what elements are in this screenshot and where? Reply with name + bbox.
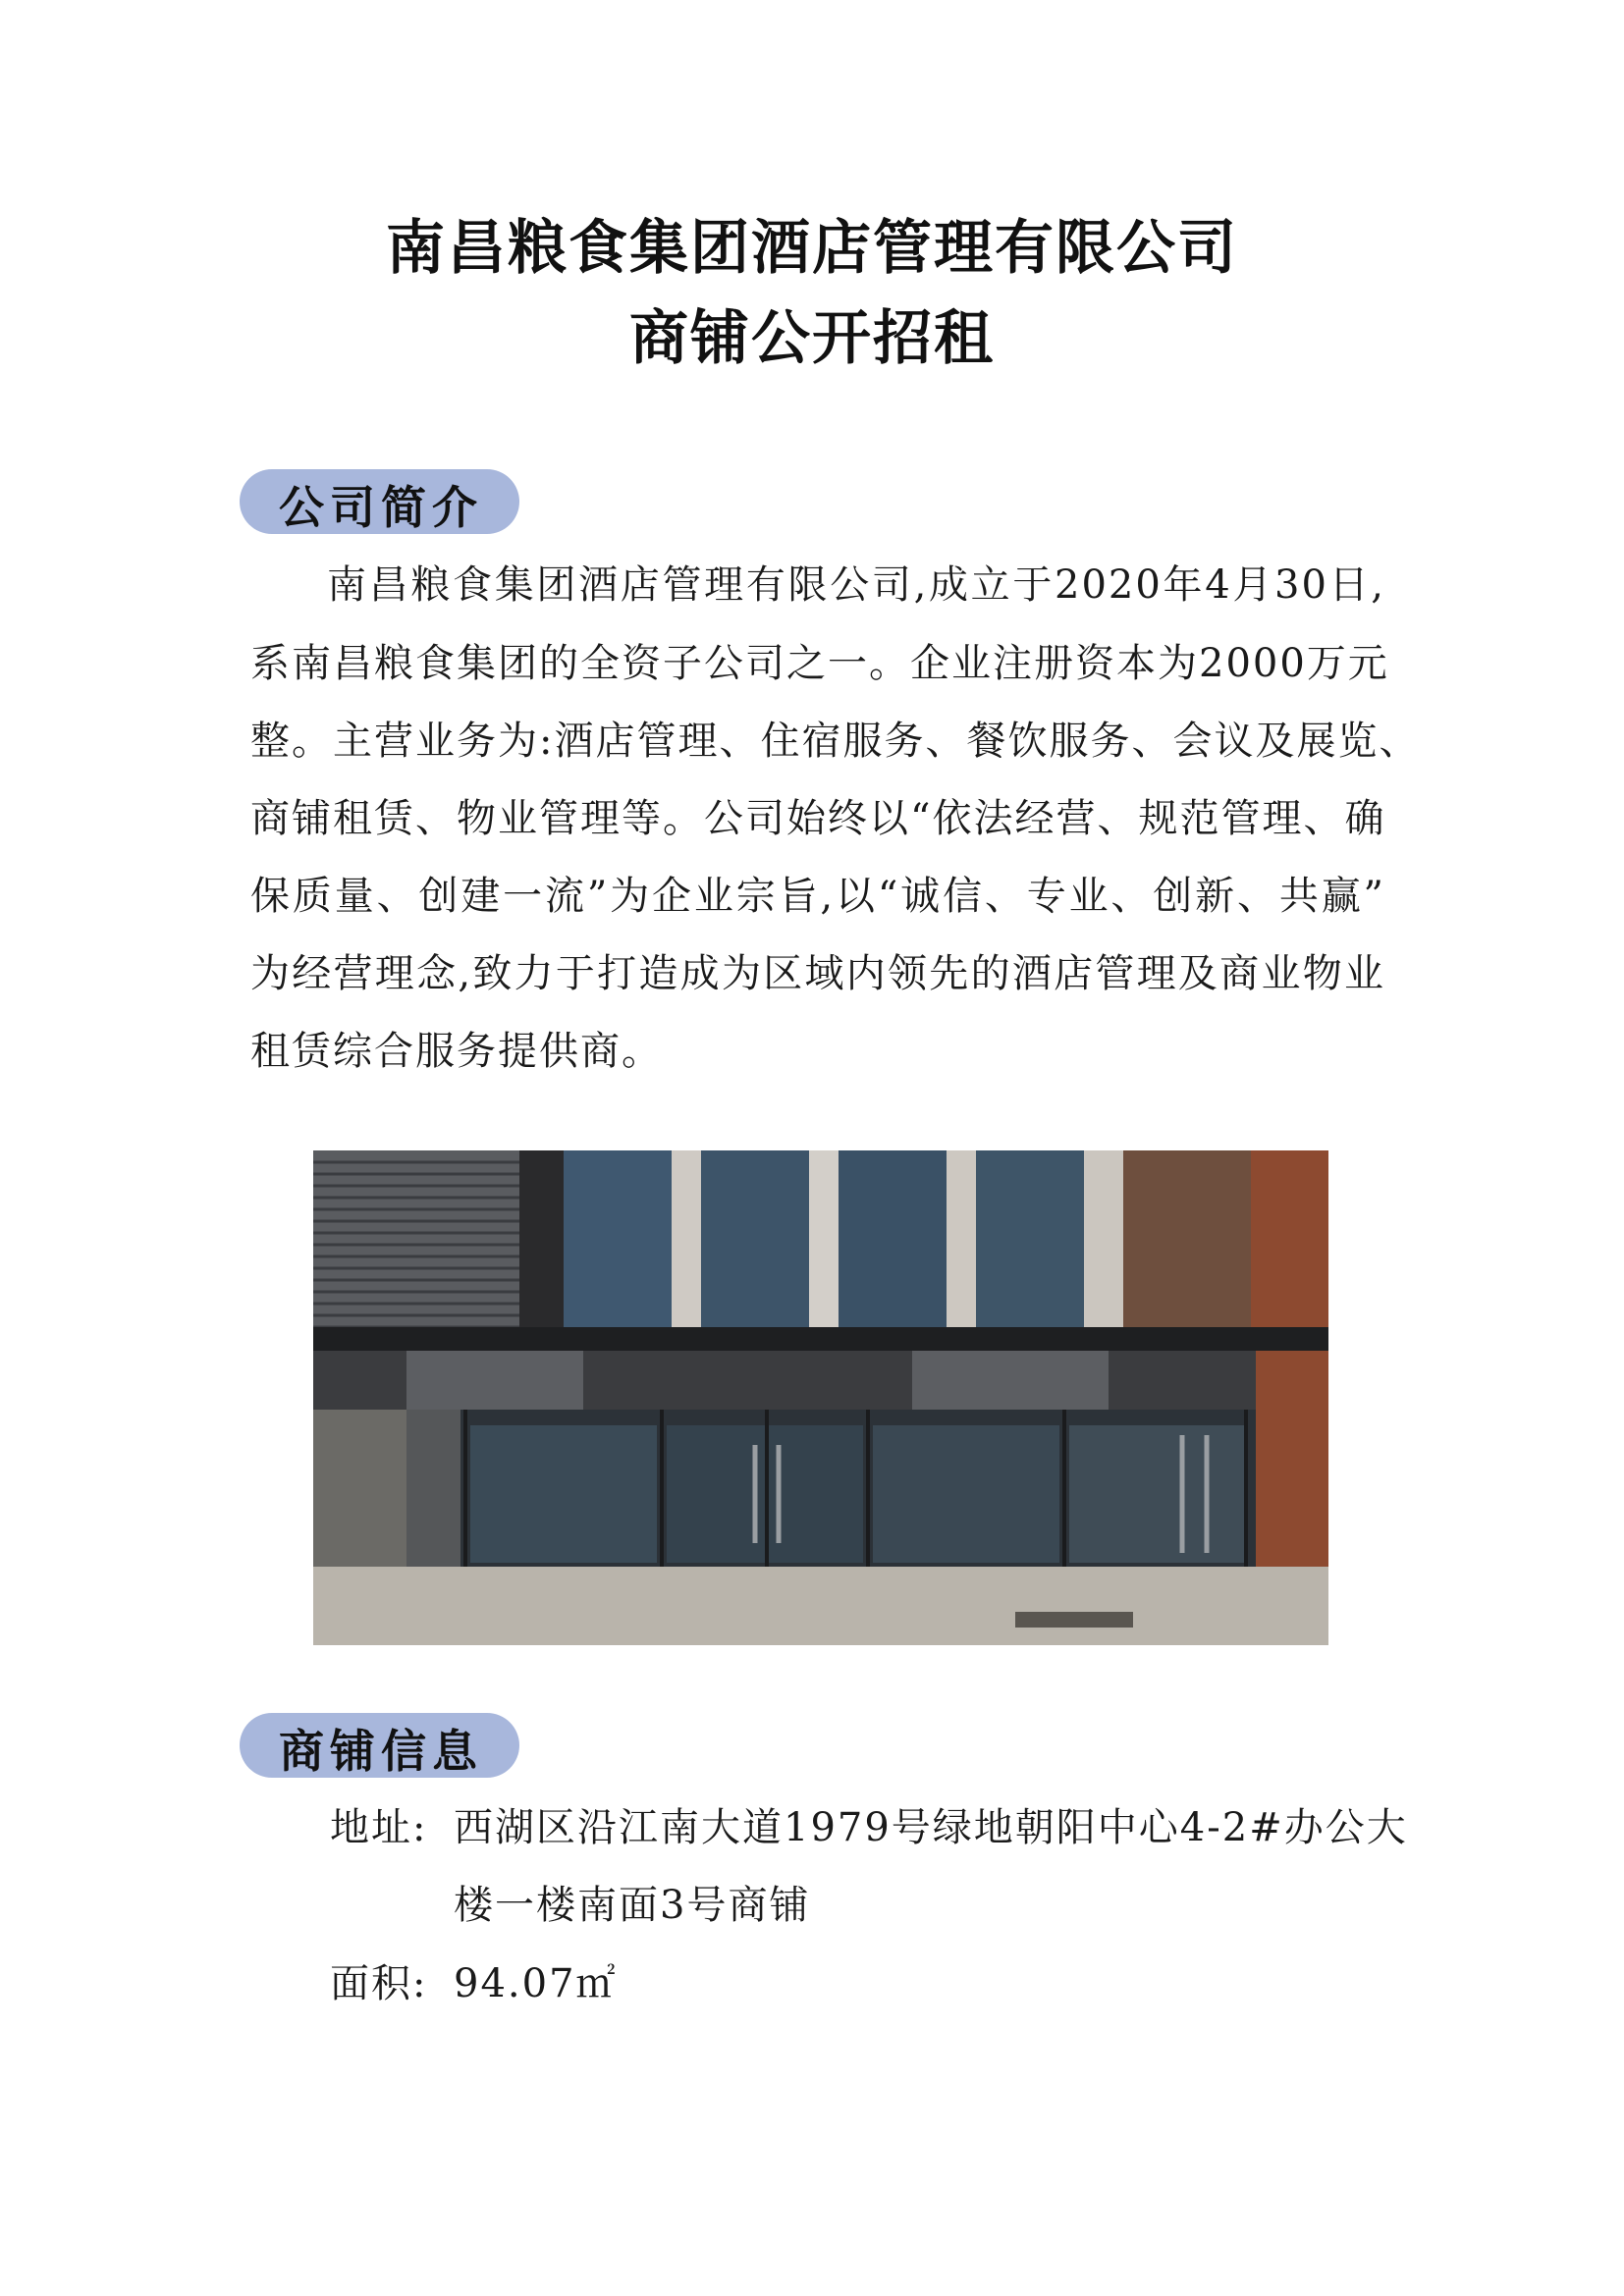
address-label: 地址: [330,1805,428,1850]
paragraph-line: 为经营理念,致力于打造成为区域内领先的酒店管理及商业物业 [250,951,1385,996]
address-value: 西湖区沿江南大道1979号绿地朝阳中心4-2#办公大 [454,1805,1408,1850]
section-heading-company-intro [240,469,519,534]
storefront-photo [313,1150,1328,1645]
paragraph-line: 系南昌粮食集团的全资子公司之一。企业注册资本为2000万元 [250,641,1389,686]
paragraph-line: 租赁综合服务提供商。 [250,1029,663,1074]
page-title: 南昌粮食集团酒店管理有限公司 [386,214,1238,283]
paragraph-line: 保质量、创建一流”为企业宗旨,以“诚信、专业、创新、共赢” [250,874,1385,919]
section-heading-shop-info [240,1713,519,1778]
section-heading-label: 商铺信息 [279,1725,483,1778]
paragraph-line: 整。主营业务为:酒店管理、住宿服务、餐饮服务、会议及展览、 [250,719,1421,764]
area-label: 面积: [330,1961,428,2006]
address-value-continued: 楼一楼南面3号商铺 [454,1883,811,1928]
area-value: 94.07㎡ [454,1961,618,2006]
paragraph-line: 商铺租赁、物业管理等。公司始终以“依法经营、规范管理、确 [250,796,1386,841]
paragraph-line: 南昌粮食集团酒店管理有限公司,成立于2020年4月30日, [327,562,1385,608]
page-subtitle: 商铺公开招租 [629,304,995,373]
section-heading-label: 公司简介 [279,481,483,534]
